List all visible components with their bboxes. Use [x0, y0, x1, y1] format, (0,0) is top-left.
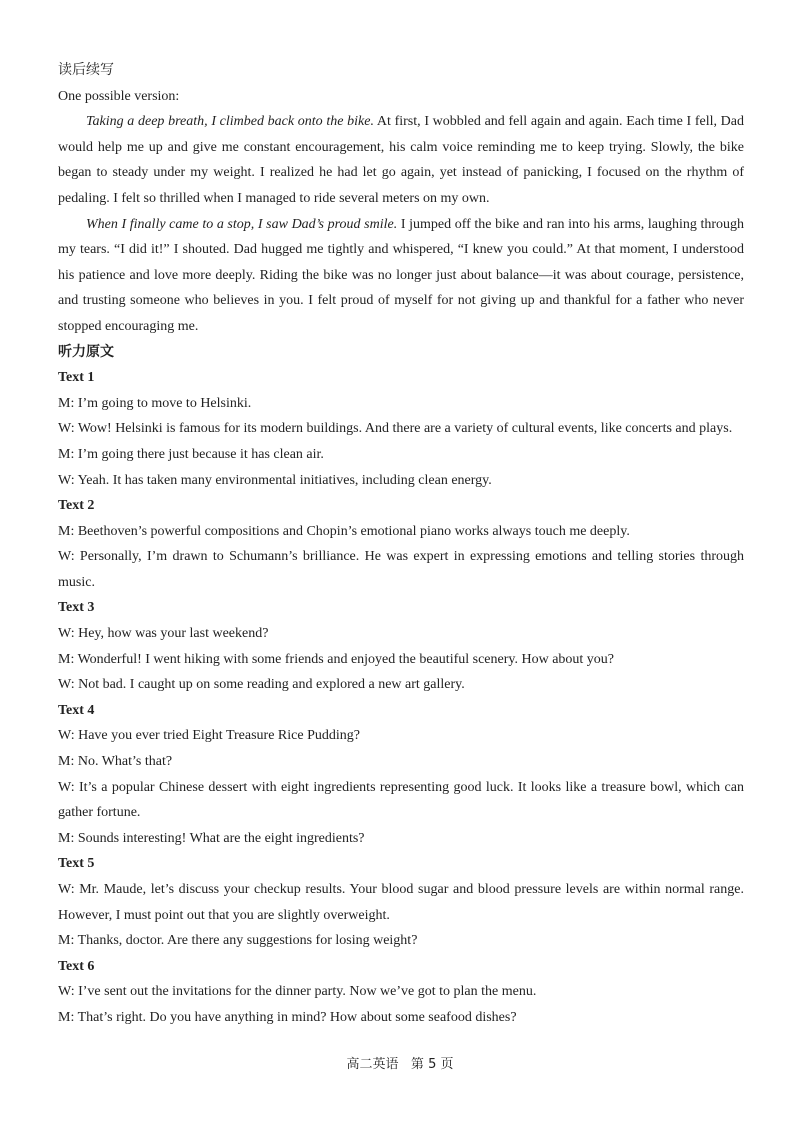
listening-text-6 — [58, 954, 744, 1031]
dialogue-line: M: I’m going there just because it has clean air. — [58, 446, 324, 462]
dialogue-line: M: Sounds interesting! What are the eight ingredients? — [58, 830, 365, 846]
footer-page-prefix: 第 — [410, 1057, 424, 1072]
dialogue-line: W: Personally, I’m drawn to Schumann’s brilliance. He was expert in expressing emotions and telling stories through music. — [58, 549, 744, 590]
dialogue-line: W: It’s a popular Chinese dessert with eight ingredients representing good luck. It looks like a treasure bowl, which can gather fortune. — [58, 779, 744, 821]
paragraph-2-opening-sentence: When I finally came to a stop, I saw Dad’s proud smile. — [86, 216, 398, 232]
section-heading-listening-transcript: 听力原文 — [58, 343, 114, 360]
essay-paragraph-1 — [58, 109, 744, 211]
section-heading-continuation-writing: 读后续写 — [58, 62, 114, 78]
dialogue-line: M: Beethoven’s powerful compositions and Chopin’s emotional piano works always touch me deeply. — [58, 523, 630, 539]
text-label: Text 2 — [58, 498, 95, 514]
dialogue-line: W: Hey, how was your last weekend? — [58, 626, 269, 642]
dialogue-line: M: No. What’s that? — [58, 754, 173, 770]
dialogue-line: W: Not bad. I caught up on some reading and explored a new art gallery. — [58, 677, 465, 693]
listening-text-3 — [58, 595, 744, 697]
footer-subject: 高二英语 — [346, 1057, 399, 1072]
paragraph-2-body: I jumped off the bike and ran into his arms, laughing through my tears. “I did it!” I shouted. Dad hugged me tightly and whispered, “I knew you could.” At that moment, I understood his patience and love more deeply. Riding the bike was no longer just about balance—it was about courage, persistence, and trusting someone who believes in you. I felt proud of myself for not giving up and thankful for a father who never stopped encouraging me. — [58, 216, 744, 334]
dialogue-line: M: Thanks, doctor. Are there any suggestions for losing weight? — [58, 933, 418, 949]
listening-text-2 — [58, 493, 744, 595]
essay-paragraph-2 — [58, 212, 744, 340]
text-label: Text 4 — [58, 702, 95, 718]
text-label: Text 3 — [58, 600, 95, 616]
paragraph-1-body: At first, I wobbled and fell again and again. Each time I fell, Dad would help me up and give me constant encouragement, his calm voice reminding me to keep trying. Slowly, the bike began to steady under my weight. I realized he had let go again, yet instead of panicking, I focused on the rhythm of pedaling. I felt so thrilled when I managed to ride several meters on my own. — [58, 114, 744, 206]
dialogue-line: M: Wonderful! I went hiking with some friends and enjoyed the beautiful scenery. How about you? — [58, 651, 615, 667]
text-label: Text 1 — [58, 370, 95, 386]
dialogue-line: W: Wow! Helsinki is famous for its modern buildings. And there are a variety of cultural events, like concerts and plays. — [58, 421, 733, 437]
dialogue-line: W: I’ve sent out the invitations for the dinner party. Now we’ve got to plan the menu. — [58, 984, 537, 1000]
text-label: Text 5 — [58, 856, 95, 872]
dialogue-line: W: Have you ever tried Eight Treasure Rice Pudding? — [58, 728, 360, 744]
footer-page-number: 5 — [428, 1057, 437, 1072]
footer-page-suffix: 页 — [440, 1057, 454, 1072]
dialogue-line: M: I’m going to move to Helsinki. — [58, 395, 252, 411]
text-label: Text 6 — [58, 958, 95, 974]
listening-text-4 — [58, 698, 744, 852]
document-page — [58, 58, 744, 1031]
dialogue-line: W: Mr. Maude, let’s discuss your checkup results. Your blood sugar and blood pressure levels are within normal range. However, I must point out that you are slightly overweight. — [58, 882, 744, 923]
dialogue-line: M: That’s right. Do you have anything in mind? How about some seafood dishes? — [58, 1009, 517, 1025]
dialogue-line: W: Yeah. It has taken many environmental initiatives, including clean energy. — [58, 472, 492, 488]
listening-text-5 — [58, 851, 744, 953]
possible-version-intro: One possible version: — [58, 88, 180, 104]
paragraph-1-opening-sentence: Taking a deep breath, I climbed back onto the bike. — [86, 114, 374, 130]
listening-text-1 — [58, 365, 744, 493]
page-footer — [0, 1053, 800, 1072]
